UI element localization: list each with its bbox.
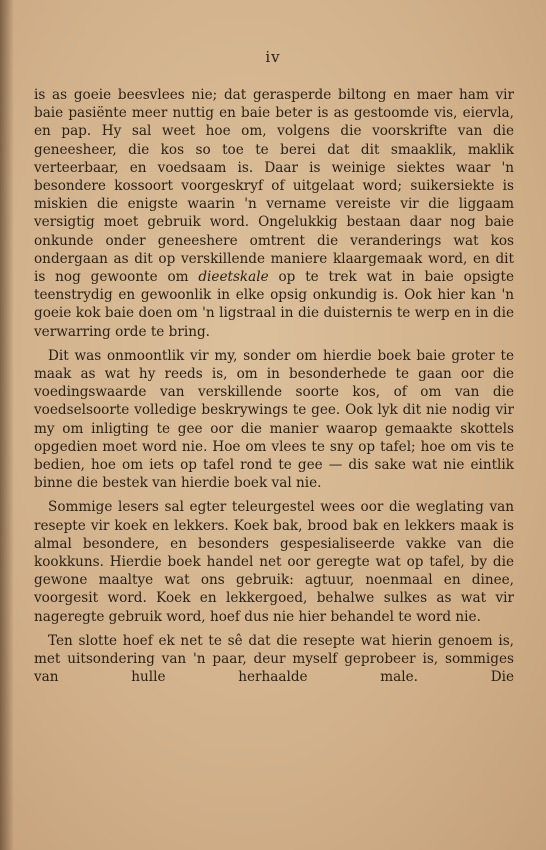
paragraph-1 — [34, 86, 514, 341]
paragraph-2: Dit was onmoontlik vir my, sonder om hierdie boek baie groter te maak as wat hy reeds is, om in besonderhede te gaan oor die voedingswaarde van verskillende soorte kos, of om van die voedselsoorte volledige beskrywings te gee. Ook lyk dit nie nodig vir my om inligting te gee oor die manier waarop gemaakte skottels opgedien moet word nie. Hoe om vlees te sny op tafel; hoe om vis te bedien, hoe om iets op tafel rond te gee — dis sake wat nie eintlik binne die bestek van hierdie boek val nie. — [34, 347, 514, 492]
paragraph-4: Ten slotte hoef ek net te sê dat die resepte wat hierin genoem is, met uitsondering van 'n paar, deur myself geprobeer is, sommiges van hulle herhaalde male. Die — [34, 632, 514, 686]
paragraph-3: Sommige lesers sal egter teleurgestel wees oor die weglating van resepte vir koek en lekkers. Koek bak, brood bak en lekkers maak is almal besondere, en besonders gespesialiseerde vakke van die kookkuns. Hierdie boek handel net oor geregte wat op tafel, by die gewone maaltye wat ons gebruik: agtuur, noenmaal en dinee, voorgesit word. Koek en lekkergoed, behalwe sulkes as wat vir nageregte gebruik word, hoef dus nie hier behandel te word nie. — [34, 499, 514, 625]
paragraph-1-text-continued: op te trek wat in baie opsigte teenstrydig en gewoonlik in elke opsig onkundig is. Ook hier kan 'n goeie kok baie doen om 'n ligstraal in die duisternis te werp en in die verwarring orde te bring. — [34, 269, 514, 340]
paragraph-1-text: is as goeie beesvlees nie; dat gerasperde biltong en maer ham vir baie pasiënte meer nuttig en baie beter is as gestoomde vis, eiervla, en pap. Hy sal weet hoe om, volgens die voorskrifte van die geneesheer, die kos so toe te berei dat dit smaaklik, maklik verteerbaar, en voedsaam is. Daar is weinige siektes waar 'n besondere kossoort voorgeskryf of uitgelaat word; suikersiekte is miskien die enigste waarin 'n vername vereiste vir die liggaam versigtig moet gebruik word. Ongelukkig bestaan daar nog baie onkunde onder geneeshere omtrent die veranderings wat kos ondergaan as dit op verskillende maniere klaargemaak word, en dit is nog gewoonte om — [34, 87, 514, 286]
body-text — [34, 86, 514, 693]
spine-shadow — [0, 0, 14, 850]
paragraph-1-italic-term: dieetskale — [198, 269, 269, 286]
page-number: iv — [265, 48, 281, 66]
